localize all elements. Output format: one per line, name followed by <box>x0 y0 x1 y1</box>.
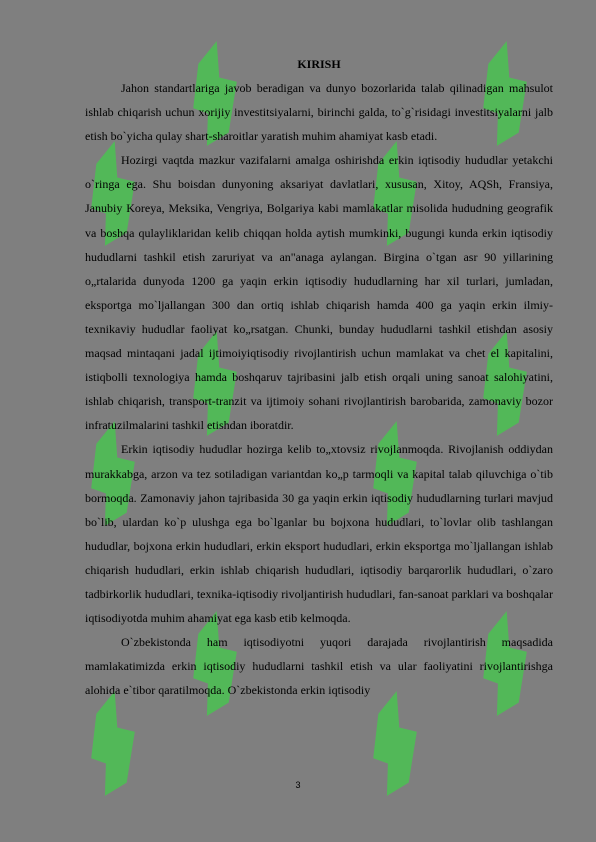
paragraph-2: Hozirgi vaqtda mazkur vazifalarni amalga oshirishda erkin iqtisodiy hududlar yetakchi o`ringa ega. Shu boisdan dunyoning aksariyat davlatlari, xususan, Xitoy, AQSh, Fransiya, Janubiy Koreya, Meksika, Vengriya, Bolgariya kabi mamlakatlar misolida hududning geografik va boshqa qulayliklaridan kelib chiqqan holda aytish mumkinki, bugungi kunda erkin iqtisodiy hududlarni tashkil etish zaruriyat va an"anaga aylangan. Birgina o`tgan asr 90 yillarining o„rtalarida dunyoda 1200 ga yaqin erkin iqtisodiy hududlarning har xil turlari, jumladan, eksportga mo`ljallangan 300 dan ortiq ishlab chiqarish hamda 400 ga yaqin erkin ilmiy-texnikaviy hududlar faoliyat ko„rsatgan. Chunki, bunday hududlarni tashkil etishdan asosiy maqsad mintaqani jadal ijtimoiyiqtisodiy rivojlantirish uchun mamlakat va chet el kapitalini, istiqbolli texnologiya hamda boshqaruv tajribasini jalb etish orqali uning sanoat salohiyatini, ishlab chiqarish, transport-tranzit va ijtimoiy sohani rivojlantirish barobarida, zamonaviy bozor infratuzilmalarini tashkil etishdan iboratdir. <box>85 153 553 433</box>
paragraph-1: Jahon standartlariga javob beradigan va dunyo bozorlarida talab qilinadigan mahsulot ishlab chiqarish uchun xorijiy investitsiyalarni, birinchi galda, to`g`risidagi investitsiyalarni jalb etish bo`yicha qulay shart-sharoitlar yaratish muhim ahamiyat kasb etadi. <box>85 81 553 144</box>
document-body <box>85 56 553 702</box>
paragraph-4: O`zbekistonda ham iqtisodiyotni yuqori darajada rivojlantirish maqsadida mamlakatimizda erkin iqtisodiy hududlarni tashkil etish va ular faoliyatini rivojlantirishga alohida e`tibor qaratilmoqda. O`zbekistonda erkin iqtisodiy <box>85 635 553 698</box>
page-number: 3 <box>295 780 301 790</box>
document-title: KIRISH <box>297 57 341 71</box>
paragraph-3: Erkin iqtisodiy hududlar hozirga kelib to„xtovsiz rivojlanmoqda. Rivojlanish oddiydan murakkabga, arzon va tez sotiladigan variantdan ko„p tarmoqli va kapital talab qiluvchiga o`tib bormoqda. Zamonaviy jahon tajribasida 30 ga yaqin erkin iqtisodiy hududlarning turlari mavjud bo`lib, ulardan ko`p ulushga ega bo`lganlar bu bojxona hududlari, to`lovlar olib tashlangan hududlar, bojxona erkin hududlari, erkin eksport hududlari, erkin eksportga mo`ljallangan ishlab chiqarish hududlari, erkin ishlab chiqarish hududlari, iqtisodiy barqarorlik hududlari, o`zaro tadbirkorlik hududlari, texnika-iqtisodiy rivoljantirish hududlari, fan-sanoat parklari va boshqalar iqtisodiyotda muhim ahamiyat ega kasb etib kelmoqda. <box>85 442 553 626</box>
